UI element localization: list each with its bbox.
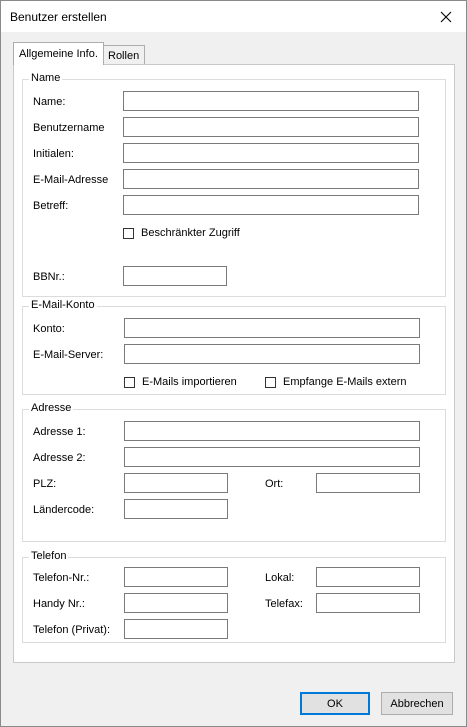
name-input[interactable] <box>123 91 419 111</box>
zip-label: PLZ: <box>33 478 57 490</box>
bbnr-label: BBNr.: <box>33 271 65 283</box>
username-label: Benutzername <box>33 122 105 134</box>
tab-panel-general-info <box>13 64 455 663</box>
address1-input[interactable] <box>124 421 420 441</box>
receive-external-checkbox[interactable] <box>265 376 407 388</box>
import-emails-checkbox-box[interactable] <box>124 377 135 388</box>
mobile-input[interactable] <box>124 593 228 613</box>
mobile-label: Handy Nr.: <box>33 598 85 610</box>
fax-input[interactable] <box>316 593 420 613</box>
country-code-input[interactable] <box>124 499 228 519</box>
private-phone-input[interactable] <box>124 619 228 639</box>
address1-label: Adresse 1: <box>33 426 86 438</box>
ok-button[interactable]: OK <box>300 692 370 715</box>
subject-label: Betreff: <box>33 200 69 212</box>
restricted-access-checkbox[interactable] <box>123 227 240 239</box>
email-account-group-legend: E-Mail-Konto <box>31 299 95 311</box>
address-group-legend: Adresse <box>31 402 72 414</box>
receive-external-label: Empfange E-Mails extern <box>283 376 407 388</box>
tab-general-info[interactable]: Allgemeine Info. <box>13 42 104 65</box>
city-label: Ort: <box>265 478 284 490</box>
email-server-label: E-Mail-Server: <box>33 349 104 361</box>
initials-label: Initialen: <box>33 148 74 160</box>
import-emails-label: E-Mails importieren <box>142 376 237 388</box>
phone-group-legend: Telefon <box>31 550 67 562</box>
name-group-legend: Name <box>31 72 61 84</box>
import-emails-checkbox[interactable] <box>124 376 237 388</box>
email-address-input[interactable] <box>123 169 419 189</box>
subject-input[interactable] <box>123 195 419 215</box>
city-input[interactable] <box>316 473 420 493</box>
name-label: Name: <box>33 96 66 108</box>
private-phone-label: Telefon (Privat): <box>33 624 111 636</box>
tab-roles[interactable]: Rollen <box>102 45 145 65</box>
receive-external-checkbox-box[interactable] <box>265 377 276 388</box>
country-code-label: Ländercode: <box>33 504 95 516</box>
email-address-label: E-Mail-Adresse <box>33 174 109 186</box>
phone-label: Telefon-Nr.: <box>33 572 90 584</box>
account-input[interactable] <box>124 318 420 338</box>
account-label: Konto: <box>33 323 65 335</box>
address2-label: Adresse 2: <box>33 452 86 464</box>
local-label: Lokal: <box>265 572 295 584</box>
close-button[interactable] <box>426 1 466 32</box>
email-server-input[interactable] <box>124 344 420 364</box>
window-title: Benutzer erstellen <box>10 10 107 24</box>
close-icon <box>440 11 452 23</box>
restricted-access-checkbox-box[interactable] <box>123 228 134 239</box>
initials-input[interactable] <box>123 143 419 163</box>
zip-input[interactable] <box>124 473 228 493</box>
local-input[interactable] <box>316 567 420 587</box>
cancel-button[interactable]: Abbrechen <box>381 692 453 715</box>
title-bar <box>1 1 466 32</box>
fax-label: Telefax: <box>265 598 303 610</box>
restricted-access-label: Beschränkter Zugriff <box>141 227 240 239</box>
username-input[interactable] <box>123 117 419 137</box>
bbnr-input[interactable] <box>123 266 227 286</box>
phone-input[interactable] <box>124 567 228 587</box>
address2-input[interactable] <box>124 447 420 467</box>
